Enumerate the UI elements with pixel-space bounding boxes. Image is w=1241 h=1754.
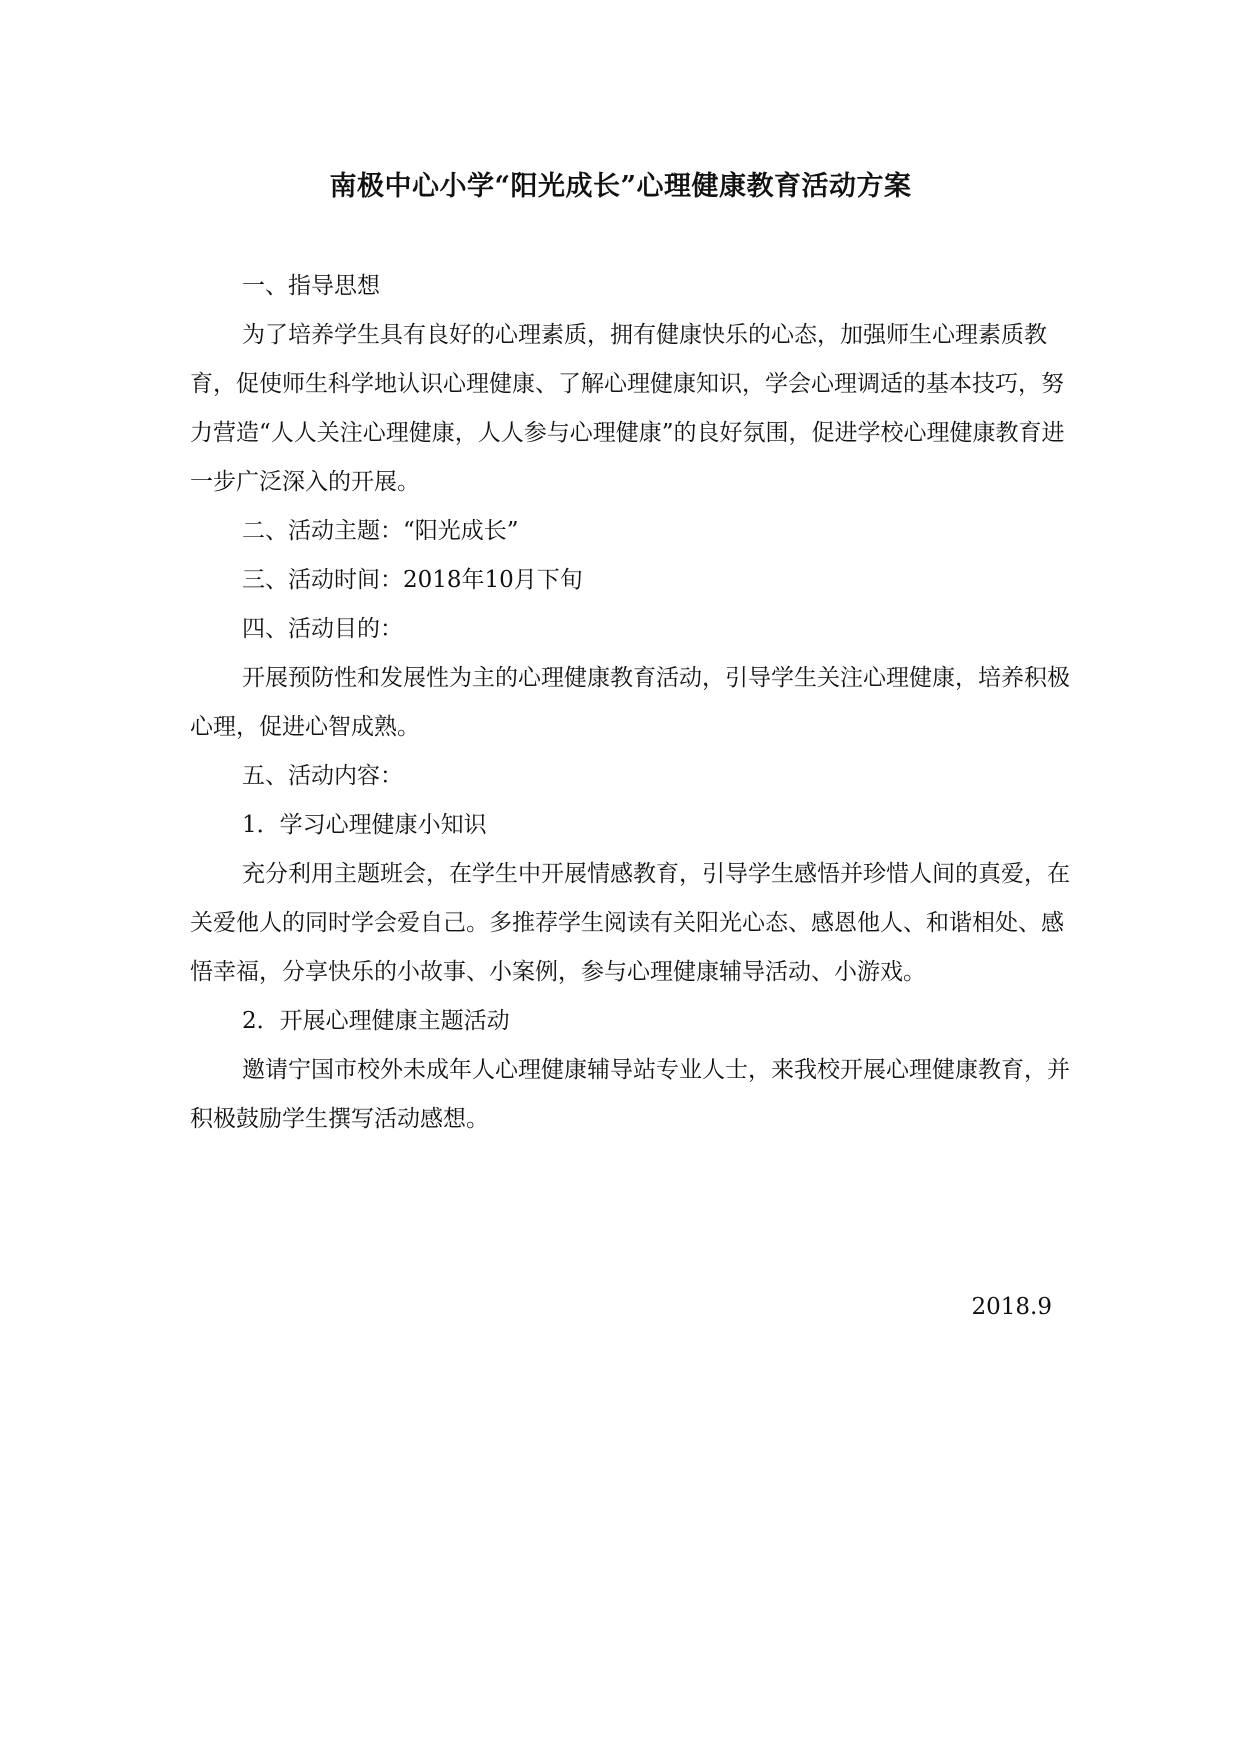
- section-heading-guiding-ideology: 一、指导思想: [242, 273, 380, 299]
- section-heading-time: 三、活动时间：2018年10月下旬: [242, 567, 583, 593]
- paragraph-purpose: 开展预防性和发展性为主的心理健康教育活动，引导学生关注心理健康，培养积极心理，促进心智成熟。: [190, 665, 1070, 740]
- section-heading-content: 五、活动内容：: [242, 763, 403, 789]
- paragraph-activity: 邀请宁国市校外未成年人心理健康辅导站专业人士，来我校开展心理健康教育，并积极鼓励学生撰写活动感想。: [190, 1057, 1070, 1132]
- paragraph-knowledge: 充分利用主题班会，在学生中开展情感教育，引导学生感悟并珍惜人间的真爱，在关爱他人的同时学会爱自己。多推荐学生阅读有关阳光心态、感恩他人、和谐相处、感悟幸福，分享快乐的小故事、小案例，参与心理健康辅导活动、小游戏。: [190, 861, 1070, 985]
- document-date: 2018.9: [971, 1294, 1052, 1320]
- paragraph-guiding-ideology: 为了培养学生具有良好的心理素质，拥有健康快乐的心态，加强师生心理素质教育，促使师生科学地认识心理健康、了解心理健康知识，学会心理调适的基本技巧，努力营造“人人关注心理健康，人人参与心理健康”的良好氛围，促进学校心理健康教育进一步广泛深入的开展。: [190, 322, 1065, 495]
- document-title: 南极中心小学“阳光成长”心理健康教育活动方案: [329, 171, 912, 202]
- subheading-knowledge: 1．学习心理健康小知识: [242, 812, 487, 838]
- section-heading-purpose: 四、活动目的：: [242, 616, 403, 642]
- document-body: [190, 262, 1070, 1144]
- section-heading-theme: 二、活动主题：“阳光成长”: [242, 518, 519, 544]
- subheading-activity: 2．开展心理健康主题活动: [242, 1008, 510, 1034]
